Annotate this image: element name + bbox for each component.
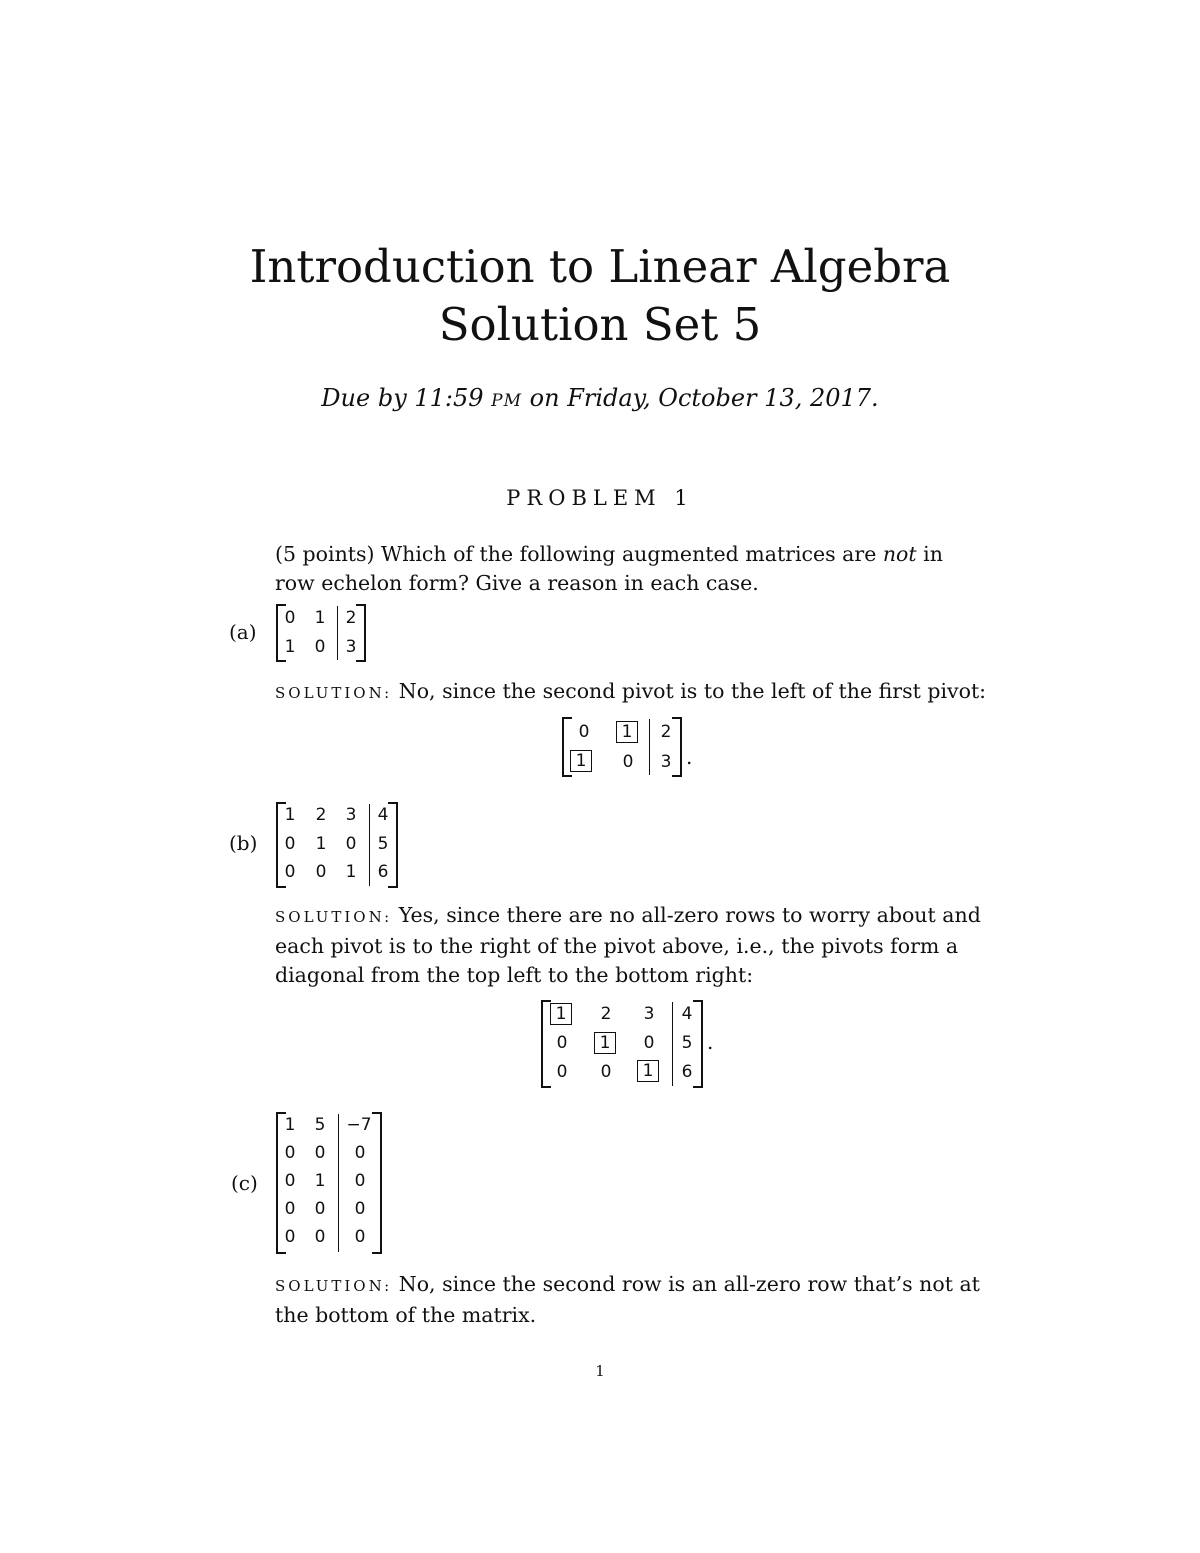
matrix-cell: 6 [681, 1062, 693, 1082]
document-title: Introduction to Linear Algebra [249, 240, 951, 293]
matrix-cell: 3 [643, 1004, 655, 1024]
matrix-cell: 2 [315, 805, 327, 825]
matrix-cell: 0 [354, 1171, 366, 1191]
matrix-cell: 1 [314, 1171, 326, 1191]
matrix-cell: 0 [600, 1062, 612, 1082]
due-prefix: Due by 11:59 [321, 384, 492, 412]
problem-heading: PROBLEM 1 [506, 486, 694, 510]
solution-a [275, 677, 987, 708]
matrix-cell: 0 [314, 637, 326, 657]
matrix-cell: 3 [660, 752, 672, 772]
pivot-cell: 1 [637, 1060, 659, 1082]
solution-c [275, 1270, 987, 1330]
matrix-cell: 2 [345, 608, 357, 628]
augment-bar [338, 1114, 339, 1252]
matrix-cell: 0 [315, 862, 327, 882]
matrix-cell: 5 [314, 1115, 326, 1135]
matrix-cell: 6 [377, 862, 389, 882]
period: . [707, 1030, 714, 1054]
matrix-cell: 0 [314, 1199, 326, 1219]
matrix-cell: 0 [622, 752, 634, 772]
period: . [686, 745, 693, 769]
solution-text: Yes, since there are no all-zero rows to worry about and each pivot is to the right of the pivot above, i.e., the pivots form a diagonal from the top left to the bottom right: [275, 903, 981, 987]
matrix-cell: 0 [314, 1227, 326, 1247]
matrix-cell: 4 [681, 1004, 693, 1024]
due-pm: PM [491, 391, 523, 411]
augment-bar [337, 606, 338, 660]
solution-b [275, 901, 987, 990]
pivot-cell: 1 [594, 1032, 616, 1054]
matrix-cell: 0 [354, 1143, 366, 1163]
solution-text: No, since the second row is an all-zero row that’s not at the bottom of the matrix. [275, 1272, 980, 1327]
matrix-cell: 3 [345, 637, 357, 657]
matrix-cell: 0 [284, 1227, 296, 1247]
document-subtitle: Solution Set 5 [438, 298, 762, 351]
matrix-cell: 4 [377, 805, 389, 825]
matrix-cell: 2 [660, 722, 672, 742]
matrix-cell: 0 [284, 1143, 296, 1163]
intro-emphasis: not [882, 542, 917, 566]
augment-bar [672, 1002, 673, 1086]
matrix-cell: 0 [354, 1199, 366, 1219]
augment-bar [649, 719, 650, 775]
solution-label: SOLUTION: [275, 908, 393, 926]
matrix-cell: 0 [314, 1143, 326, 1163]
matrix-cell: 5 [377, 834, 389, 854]
pivot-cell: 1 [616, 721, 638, 743]
matrix-cell: 1 [345, 862, 357, 882]
matrix-cell: −7 [346, 1115, 372, 1135]
matrix-cell: 1 [284, 637, 296, 657]
matrix-cell: 0 [578, 722, 590, 742]
pivot-cell: 1 [570, 750, 592, 772]
pivot-cell: 1 [550, 1003, 572, 1025]
pivot-matrix-b [541, 1000, 703, 1088]
matrix-cell: 5 [681, 1033, 693, 1053]
augment-bar [369, 804, 370, 886]
page-number: 1 [595, 1362, 605, 1380]
matrix-cell: 0 [284, 862, 296, 882]
part-a-label: (a) [229, 620, 257, 644]
intro-part1: (5 points) Which of the following augmented matrices are [275, 542, 883, 566]
part-c-label: (c) [231, 1171, 258, 1195]
solution-label: SOLUTION: [275, 1277, 393, 1295]
solution-text: No, since the second pivot is to the left of the first pivot: [398, 679, 987, 703]
pivot-matrix-a [562, 717, 682, 777]
matrix-cell: 0 [354, 1227, 366, 1247]
matrix-c [276, 1112, 382, 1254]
matrix-cell: 0 [556, 1033, 568, 1053]
matrix-cell: 0 [284, 1199, 296, 1219]
matrix-cell: 1 [314, 608, 326, 628]
problem-statement [275, 540, 987, 598]
part-b-label: (b) [229, 831, 258, 855]
solution-label: SOLUTION: [275, 684, 393, 702]
matrix-cell: 0 [556, 1062, 568, 1082]
matrix-a [276, 604, 366, 662]
matrix-cell: 1 [284, 1115, 296, 1135]
matrix-cell: 0 [284, 1171, 296, 1191]
due-date [0, 384, 1200, 412]
intro-part2: in row echelon form? Give a reason in each case. [275, 542, 943, 595]
matrix-cell: 1 [284, 805, 296, 825]
matrix-cell: 3 [345, 805, 357, 825]
matrix-cell: 1 [315, 834, 327, 854]
matrix-cell: 0 [284, 834, 296, 854]
matrix-cell: 0 [643, 1033, 655, 1053]
matrix-cell: 0 [345, 834, 357, 854]
due-suffix: on Friday, October 13, 2017. [522, 384, 879, 412]
matrix-b [276, 802, 398, 888]
matrix-cell: 2 [600, 1004, 612, 1024]
matrix-cell: 0 [284, 608, 296, 628]
